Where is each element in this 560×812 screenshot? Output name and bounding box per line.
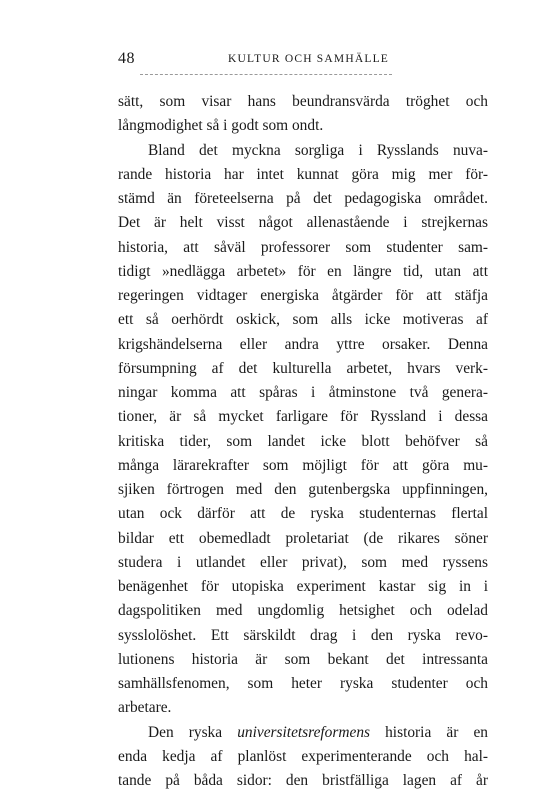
text-line: bildar ett obemedladt proletariat (de rikares söner: [118, 529, 488, 547]
text-line: rande historia har intet kunnat göra mig mer för-: [118, 165, 488, 183]
text-line: sysslolöshet. Ett särskildt drag i den ryska revo-: [118, 626, 488, 644]
text-line: dagspolitiken med ungdomlig hetsighet och odelad: [118, 602, 488, 620]
text-line: många lärarekrafter som möjligt för att göra mu-: [118, 456, 488, 474]
text-line: sjiken förtrogen med den gutenbergska uppfinningen,: [118, 481, 488, 498]
text-line: försumpning af det kulturella arbetet, hvars verk-: [118, 359, 488, 377]
text-line: samhällsfenomen, som heter ryska studenter och: [118, 675, 488, 692]
page-number: 48: [118, 50, 135, 67]
text-run: Den ryska: [148, 723, 238, 741]
text-line: stämd än företeelserna på det pedagogiska området.: [118, 190, 488, 207]
text-line: ningar komma att spåras i åtminstone två genera-: [118, 384, 488, 401]
text-line: Det är helt visst något allenastående i strejkernas: [118, 214, 488, 232]
text-line: tidigt »nedlägga arbetet» för en längre tid, utan att: [118, 262, 488, 280]
text-line: kritiska tider, som landet icke blott behöfver så: [118, 432, 488, 450]
text-line: tande på båda sidor: den bristfälliga lagen af år: [118, 772, 488, 789]
text-line: [118, 721, 488, 745]
text-line: arbetare.: [118, 699, 172, 717]
emphasized-term: universitetsreformens: [237, 723, 370, 741]
text-line: enda kedja af planlöst experimenterande och hal-: [118, 747, 488, 765]
text-line: tioner, är så mycket farligare för Ryssland i dessa: [118, 408, 488, 426]
running-title: KULTUR OCH SAMHÄLLE: [228, 53, 390, 65]
text-line: långmodighet så i godt som ondt.: [118, 117, 324, 135]
text-line: krigshändelserna eller andra yttre orsaker. Denna: [118, 335, 488, 353]
text-line: regeringen vidtager energiska åtgärder för att stäfja: [118, 287, 488, 304]
text-line: lutionens historia är som bekant det intressanta: [118, 650, 488, 668]
header-rule: [140, 74, 392, 75]
text-line: Bland det myckna sorgliga i Rysslands nuva-: [148, 141, 488, 159]
page-header: [118, 50, 490, 72]
text-line: ett så oerhördt oskick, som alls icke motiveras af: [118, 311, 488, 329]
text-line: benägenhet för utopiska experiment kastar sig in i: [118, 578, 488, 595]
text-line: sätt, som visar hans beundransvärda tröghet och: [118, 93, 488, 110]
body-text: [118, 90, 488, 793]
text-line: studera i utlandet eller privat), som med ryssens: [118, 553, 488, 571]
text-line: utan ock därför att de ryska studenternas flertal: [118, 505, 488, 523]
text-line: historia, att såväl professorer som studenter sam-: [118, 238, 488, 256]
text-run: historia är en: [370, 723, 488, 741]
